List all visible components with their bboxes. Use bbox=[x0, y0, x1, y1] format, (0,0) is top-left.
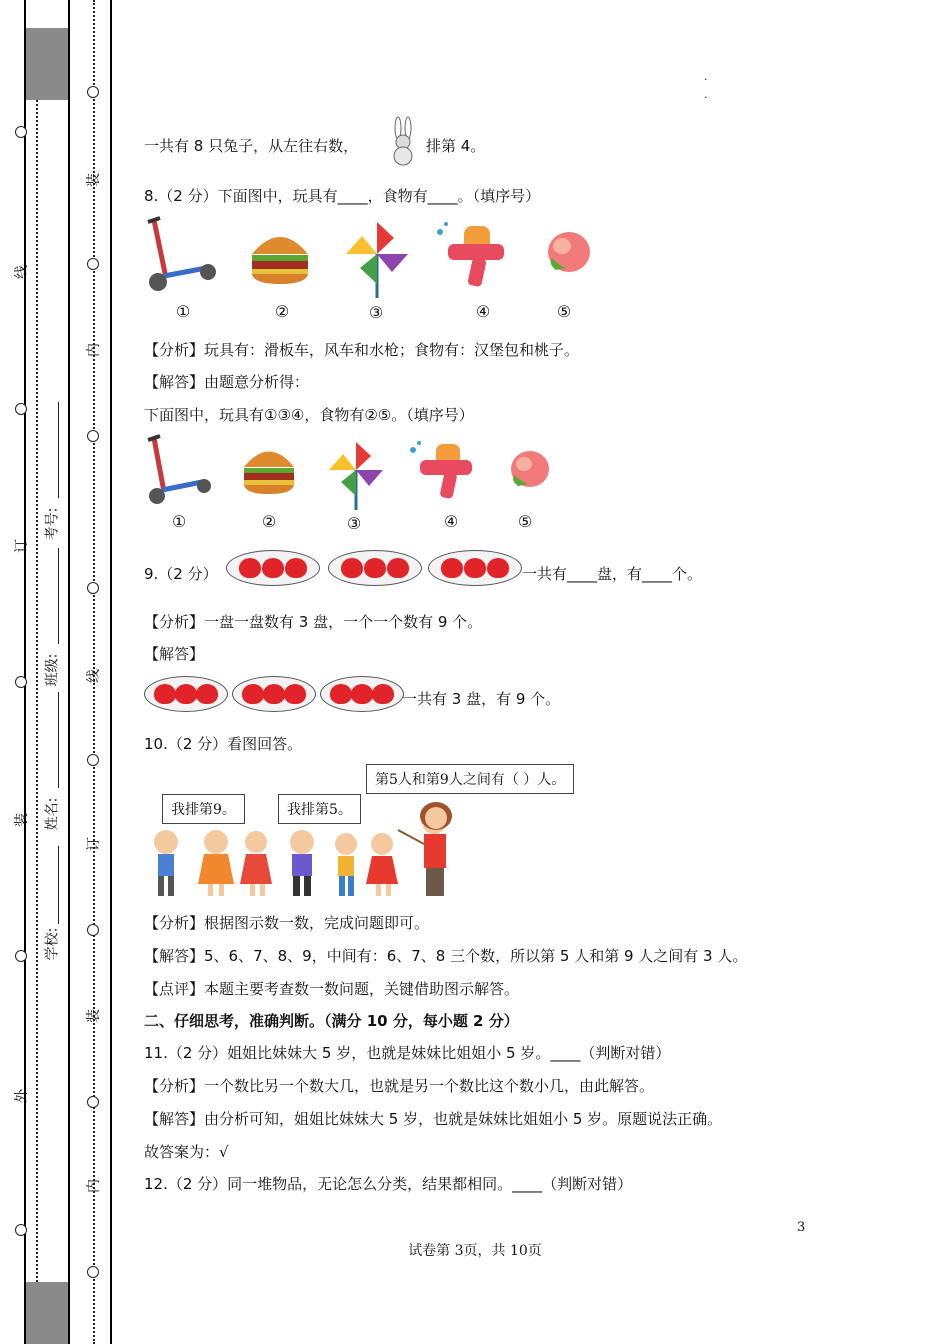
binding-gray-block-top bbox=[26, 28, 68, 100]
binding-hole bbox=[15, 126, 27, 138]
q8-answer-head: 【解答】由题意分析得： bbox=[144, 373, 310, 391]
binding-hole bbox=[87, 1096, 99, 1108]
binding-hole bbox=[87, 1266, 99, 1278]
q8-answer-body: 下面图中，玩具有①③④，食物有②⑤。（填序号） bbox=[144, 406, 474, 424]
option-label: ① bbox=[175, 302, 191, 321]
q9-suffix: 一共有____盘，有____个。 bbox=[522, 565, 703, 583]
hamburger-icon bbox=[248, 226, 312, 286]
q11-analysis: 【分析】一个数比另一个数大几，也就是另一个数比这个数小几，由此解答。 bbox=[144, 1077, 655, 1095]
binding-right-border bbox=[110, 0, 112, 1344]
binding-label: 内 bbox=[86, 343, 102, 357]
field-name-label: 姓名: bbox=[44, 797, 61, 831]
option-label: ② bbox=[274, 302, 290, 321]
q11-final: 故答案为：√ bbox=[144, 1143, 229, 1161]
option-label: ⑤ bbox=[556, 302, 572, 321]
child-figure bbox=[290, 830, 314, 896]
binding-hole bbox=[87, 754, 99, 766]
q9-prefix: 9.（2 分） bbox=[144, 565, 218, 583]
pinwheel-icon bbox=[328, 440, 384, 510]
binding-label: 装 bbox=[86, 1009, 102, 1023]
option-label: ② bbox=[261, 512, 277, 531]
outer-dotted-line bbox=[36, 100, 38, 1282]
field-exam-number-label: 考号: bbox=[44, 507, 61, 541]
q8-analysis: 【分析】玩具有：滑板车，风车和水枪；食物有：汉堡包和桃子。 bbox=[144, 341, 580, 359]
binding-hole bbox=[87, 86, 99, 98]
apple-plate bbox=[320, 676, 404, 712]
binding-hole bbox=[87, 582, 99, 594]
water-gun-icon bbox=[434, 220, 514, 290]
binding-hole bbox=[15, 1224, 27, 1236]
binding-label: 订 bbox=[14, 539, 30, 553]
child-speech-bubble: 我排第5。 bbox=[278, 794, 361, 824]
apple-plate bbox=[232, 676, 316, 712]
teacher-speech-bubble: 第5人和第9人之间有（ ）人。 bbox=[366, 764, 574, 794]
pinwheel-icon bbox=[344, 218, 410, 298]
q9-answer-head: 【解答】 bbox=[144, 645, 205, 663]
q10-comment: 【点评】本题主要考查数一数问题，关键借助图示解答。 bbox=[144, 980, 520, 998]
scooter-icon bbox=[144, 216, 220, 294]
page-number: 3 bbox=[797, 1220, 806, 1235]
section-2-heading: 二、仔细思考，准确判断。（满分 10 分，每小题 2 分） bbox=[144, 1012, 519, 1030]
q11-answer: 【解答】由分析可知，姐姐比妹妹大 5 岁，也就是妹妹比姐姐小 5 岁。原题说法正确。 bbox=[144, 1110, 723, 1128]
option-label: ④ bbox=[443, 512, 459, 531]
binding-label: 线 bbox=[86, 669, 102, 683]
child-figure bbox=[198, 830, 234, 896]
binding-label: 外 bbox=[14, 1089, 30, 1103]
binding-outer-border bbox=[24, 0, 26, 1344]
field-school-label: 学校: bbox=[44, 927, 61, 961]
option-label: ③ bbox=[368, 303, 384, 322]
corner-mark: . bbox=[704, 88, 708, 101]
field-school-line[interactable] bbox=[58, 846, 60, 924]
binding-hole bbox=[87, 258, 99, 270]
teacher-head bbox=[416, 800, 460, 830]
child-figure bbox=[154, 830, 178, 896]
q10-analysis: 【分析】根据图示数一数，完成问题即可。 bbox=[144, 914, 430, 932]
binding-label: 装 bbox=[86, 173, 102, 187]
corner-mark: . bbox=[704, 70, 708, 83]
q10-answer: 【解答】5、6、7、8、9，中间有：6、7、8 三个数，所以第 5 人和第 9 人之间有 3 人。 bbox=[144, 947, 748, 965]
binding-hole bbox=[15, 950, 27, 962]
option-label: ① bbox=[171, 512, 187, 531]
apple-plate bbox=[144, 676, 228, 712]
option-label: ⑤ bbox=[517, 512, 533, 531]
binding-label: 内 bbox=[86, 1179, 102, 1193]
binding-gray-block-bottom bbox=[26, 1282, 68, 1344]
q9-answer-suffix: 一共有 3 盘，有 9 个。 bbox=[402, 690, 561, 708]
option-label: ④ bbox=[475, 302, 491, 321]
field-class-label: 班级: bbox=[44, 653, 61, 687]
page-footer: 试卷第 3页，共 10页 bbox=[408, 1243, 542, 1259]
binding-inner-border bbox=[68, 0, 70, 1344]
q9-analysis: 【分析】一盘一盘数有 3 盘，一个一个数有 9 个。 bbox=[144, 613, 483, 631]
binding-label: 线 bbox=[14, 265, 30, 279]
child-figure bbox=[240, 831, 272, 896]
binding-hole bbox=[87, 430, 99, 442]
binding-label: 订 bbox=[86, 837, 102, 851]
children-queue-illustration bbox=[144, 826, 474, 898]
rabbit-icon bbox=[382, 116, 424, 168]
peach-icon bbox=[508, 446, 552, 490]
field-class-line[interactable] bbox=[58, 548, 60, 644]
binding-hole bbox=[15, 676, 27, 688]
binding-margin bbox=[0, 0, 115, 1344]
binding-label: 装 bbox=[14, 813, 30, 827]
child-figure bbox=[335, 833, 357, 896]
option-label: ③ bbox=[346, 514, 362, 533]
apple-plate bbox=[328, 550, 422, 586]
hamburger-icon bbox=[240, 442, 298, 496]
water-gun-icon bbox=[408, 440, 482, 502]
field-exam-number-line[interactable] bbox=[58, 402, 60, 498]
q7-text-after: 排第 4。 bbox=[426, 137, 486, 155]
q12-stem: 12.（2 分）同一堆物品，无论怎么分类，结果都相同。____（判断对错） bbox=[144, 1175, 633, 1193]
apple-plate bbox=[428, 550, 522, 586]
apple-plate bbox=[226, 550, 320, 586]
field-name-line[interactable] bbox=[58, 692, 60, 788]
child-figure bbox=[366, 833, 398, 896]
scooter-icon bbox=[144, 434, 214, 506]
binding-hole bbox=[87, 924, 99, 936]
q8-stem: 8.（2 分）下面图中，玩具有____，食物有____。（填序号） bbox=[144, 187, 541, 205]
q7-text bbox=[144, 135, 358, 156]
q11-stem: 11.（2 分）姐姐比妹妹大 5 岁，也就是妹妹比姐姐小 5 岁。____（判断对错） bbox=[144, 1044, 671, 1062]
teacher-figure bbox=[398, 826, 446, 896]
q10-stem: 10.（2 分）看图回答。 bbox=[144, 735, 303, 753]
q7-text-before: 一共有 8 只兔子，从左往右数， bbox=[144, 137, 359, 155]
child-speech-bubble: 我排第9。 bbox=[162, 794, 245, 824]
binding-hole bbox=[15, 403, 27, 415]
peach-icon bbox=[544, 226, 594, 274]
